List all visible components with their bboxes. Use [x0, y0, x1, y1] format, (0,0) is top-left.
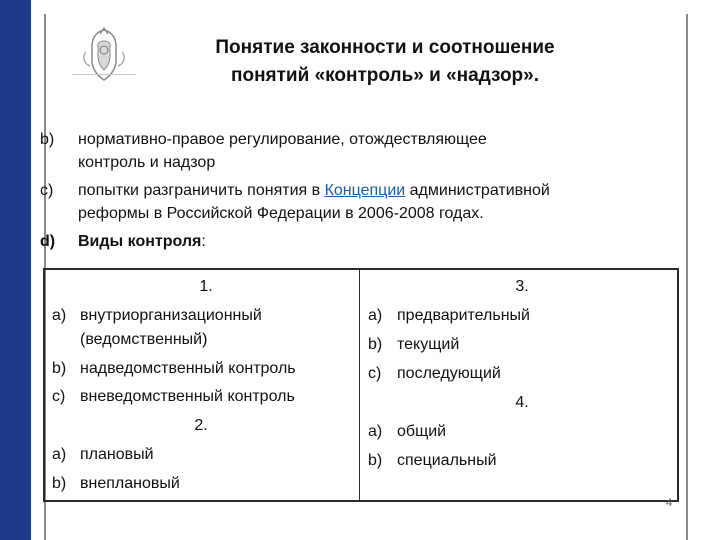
entry-marker: c) — [368, 365, 382, 382]
entry-marker: b) — [52, 360, 67, 377]
entry-marker: b) — [52, 475, 67, 492]
list-item-c — [40, 179, 690, 225]
entry-text: специальный — [397, 452, 497, 469]
entry-marker: a) — [52, 307, 67, 324]
table-entry — [52, 359, 357, 379]
item-marker: c) — [40, 182, 54, 199]
group-number: 4. — [515, 394, 529, 411]
item-text-line-2: контроль и надзор — [78, 154, 216, 171]
table-entry — [368, 335, 668, 355]
table-entry — [368, 422, 668, 442]
entry-text: вневедомственный контроль — [80, 388, 295, 405]
entry-marker: a) — [368, 307, 383, 324]
page-number: 4 — [666, 497, 673, 509]
side-accent-bar — [0, 0, 31, 540]
item-colon: : — [201, 233, 206, 250]
entry-marker: b) — [368, 452, 383, 469]
entry-marker: a) — [368, 423, 383, 440]
table-entry — [368, 306, 668, 326]
entry-text: текущий — [397, 336, 460, 353]
item-text-prefix: попытки разграничить понятия в — [78, 182, 325, 199]
table-entry — [368, 451, 668, 471]
entry-text: надведомственный контроль — [80, 360, 296, 377]
entry-text: плановый — [80, 446, 154, 463]
emblem-logo-icon — [76, 26, 132, 84]
group-number: 1. — [199, 278, 213, 295]
item-text-suffix: административной — [405, 182, 550, 199]
group-number: 2. — [194, 417, 208, 434]
entry-marker: a) — [52, 446, 67, 463]
item-text-line-1: нормативно-правое регулирование, отождествляющее — [78, 131, 487, 148]
group-number: 3. — [515, 278, 529, 295]
item-label: Виды контроля — [78, 233, 202, 250]
entry-text: внеплановый — [80, 475, 180, 492]
table-column-divider — [359, 270, 360, 500]
table-entry — [368, 364, 668, 384]
entry-text-line-2: (ведомственный) — [80, 331, 208, 348]
entry-text-line-1: внутриорганизационный — [80, 307, 262, 324]
item-marker: d) — [40, 233, 56, 250]
entry-text: общий — [397, 423, 447, 440]
table-entry — [52, 306, 352, 350]
bullet-list — [40, 128, 690, 258]
table-entry — [52, 445, 352, 465]
item-marker: b) — [40, 131, 55, 148]
table-entry — [52, 387, 357, 407]
item-text-line-2: реформы в Российской Федерации в 2006-2008 годах. — [78, 205, 484, 222]
title-line-2: понятий «контроль» и «надзор». — [230, 65, 540, 86]
logo-underline — [72, 74, 136, 75]
concept-link[interactable]: Концепции — [324, 182, 406, 199]
entry-text: последующий — [397, 365, 501, 382]
entry-text: предварительный — [397, 307, 530, 324]
entry-marker: c) — [52, 388, 66, 405]
list-item-d — [40, 230, 690, 253]
entry-marker: b) — [368, 336, 383, 353]
list-item-b — [40, 128, 690, 174]
slide-title — [150, 34, 620, 90]
title-line-1: Понятие законности и соотношение — [215, 37, 555, 58]
table-entry — [52, 474, 352, 494]
